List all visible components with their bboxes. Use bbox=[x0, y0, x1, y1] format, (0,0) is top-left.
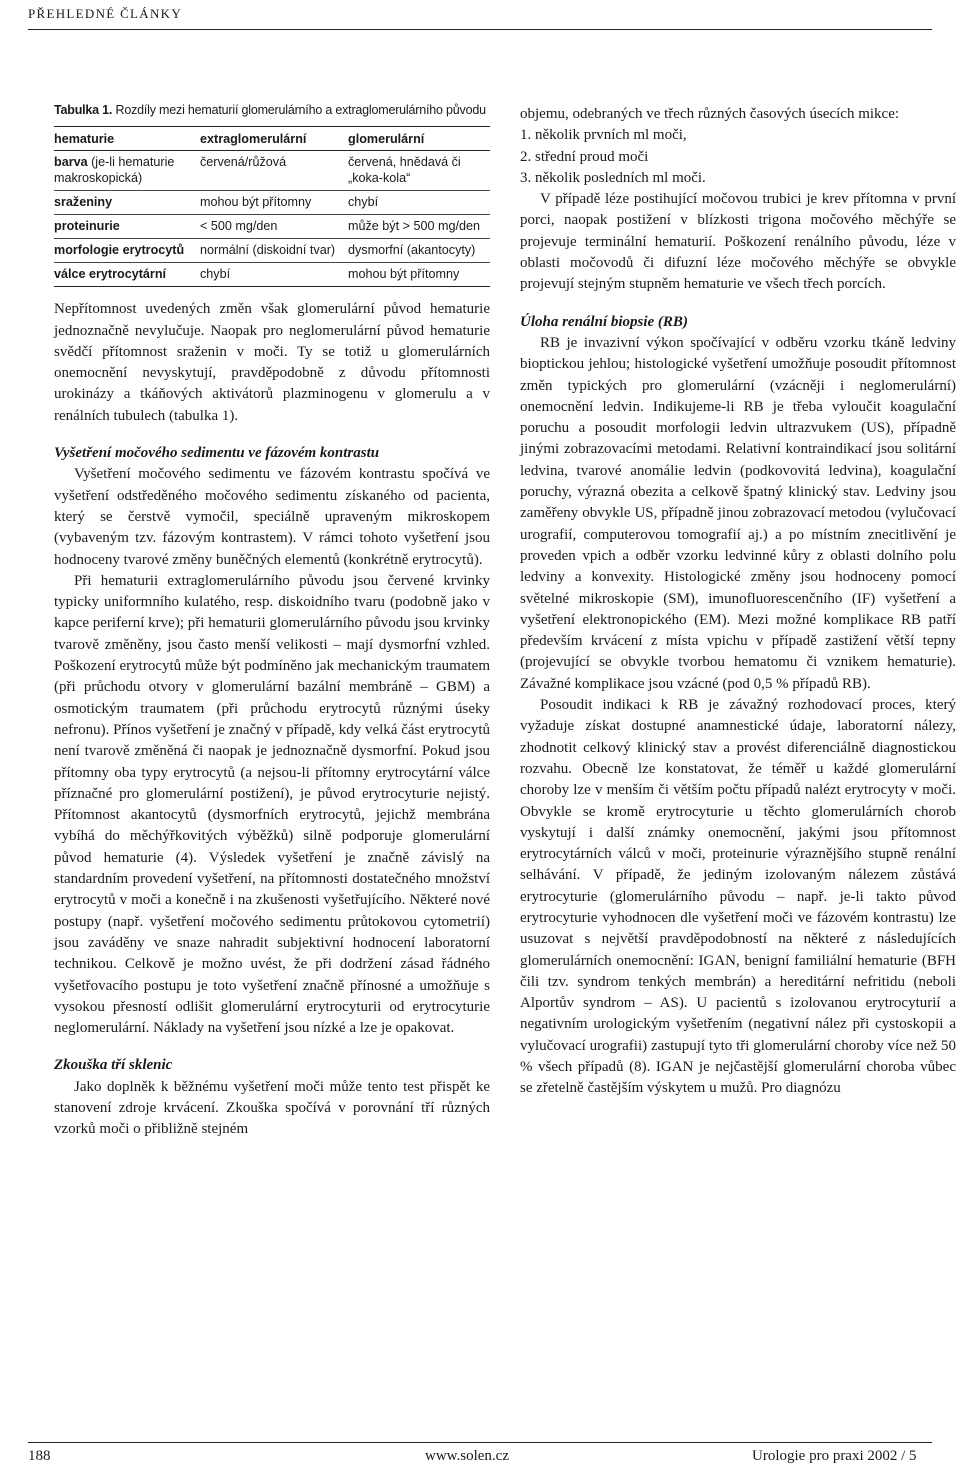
table-caption bbox=[54, 100, 490, 121]
list-item: 2. střední proud moči bbox=[520, 148, 649, 165]
row-label: válce erytrocytární bbox=[54, 263, 200, 287]
cell-glomerular: chybí bbox=[348, 191, 490, 215]
table-caption-text: Rozdíly mezi hematurií glomerulárního a extraglomerulárního původu bbox=[115, 103, 486, 117]
cell-glomerular: červená, hnědavá či „koka-kola“ bbox=[348, 151, 490, 191]
list-item: 3. několik posledních ml moči. bbox=[520, 169, 706, 186]
cell-glomerular: dysmorfní (akantocyty) bbox=[348, 239, 490, 263]
col-header-extraglomerular: extraglomerulární bbox=[200, 127, 348, 151]
row-label bbox=[54, 151, 200, 191]
right-column bbox=[520, 104, 956, 1100]
cell-glomerular: mohou být přítomny bbox=[348, 263, 490, 287]
row-label: sraženiny bbox=[54, 191, 200, 215]
paragraph-sediment-2: Při hematurii extraglomerulárního původu jsou červené krvinky typicky uniformního kulatého, resp. diskoidního tvaru (podobně jako v kapce periferní krve); při hematurii glomerulárního původu jsou krvinky tvarově změněny, jsou často menší velikosti – mají dysmorfní vzhled. Poškození erytrocytů může být podmíněno jak mechanickým traumatem (při průchodu otvory v glomerulární bazální membráně – GBM) a osmotickým traumatem (při průchodu erytrocytů různými úseky nefronu). Přínos vyšetření je značný v případě, kdy velká část erytrocytů není tvarově změněná či naopak je jednoznačně dysmorfní. Pokud jsou přítomny oba typy erytrocytů (a nejsou-li přítomny erytrocytární válce příznačné pro glomerulární postižení), je původ erytrocyturie nejistý. Přítomnost akantocytů (dysmorfních erytrocytů, jejichž membrána vybíhá do měchýřkovitých výběžků) silně podporuje glomerulární původ hematurie (4). Výsledek vyšetření je značně závislý na standardním provedení vyšetření, na přítomnosti dostatečného množství erytrocytů v moči a konečně i na zkušenosti vyšetřujícího. Některé nové postupy (např. vyšetření močového sedimentu průtokovou cytometrií) jsou zaváděny ve snaze nahradit subjektivní hodnocení laboratorní technikou. Celkově je možno uvést, že při dodržení zásad řádného vyšetřovacího postupu je toto vyšetření značně přínosné a umožňuje s vysokou přesností odlišit glomerulární erytrocyturii od erytrocyturie neglomerulární. Náklady na vyšetření jsou nízké a lze je opakovat. bbox=[54, 572, 490, 1037]
paragraph-lesion: V případě léze postihující močovou trubici je krev přítomna v první porci, naopak postižení v blízkosti trigona močového měchýře se projevuje terminální hematurií. Poškození renálního původu, léze v oblasti močovodů či difuzní léze močového měchýře se obvykle projevují stejným stupněm hematurie ve všech třech porcích. bbox=[520, 191, 956, 293]
paragraph-sediment-1: Vyšetření močového sedimentu ve fázovém kontrastu spočívá ve vyšetření odstředěného močového sedimentu získaného od pacienta, který se čerstvě vymočil, speciálně upraveným mikroskopem (vybaveným tzv. fázovým kontrastem). V rámci tohoto vyšetření jsou hodnoceny tvarové změny buněčných elementů (konkrétně erytrocytů). bbox=[54, 466, 490, 568]
row-label: proteinurie bbox=[54, 215, 200, 239]
table-row bbox=[54, 151, 490, 191]
left-column bbox=[54, 100, 490, 1141]
comparison-table bbox=[54, 126, 490, 287]
cell-glomerular: může být > 500 mg/den bbox=[348, 215, 490, 239]
header-rule bbox=[28, 29, 932, 30]
heading-three-glasses: Zkouška tří sklenic bbox=[54, 1057, 173, 1074]
list-item: 1. několik prvních ml moči, bbox=[520, 127, 687, 144]
table-label: Tabulka 1. bbox=[54, 103, 113, 117]
paragraph-after-table: Nepřítomnost uvedených změn však glomerulární původ hematurie jednoznačně nevylučuje. Naopak pro neglomerulární původ hematurie svědčí přítomnost sraženin v moči. Ty se totiž u glomerulárních onemocnění nevyskytují, pravděpodobně z důvodu přítomnosti urokinázy a tkáňových aktivátorů plazminogenu v glomerulu a v renálních tubulech (tabulka 1). bbox=[54, 301, 490, 424]
cell-extraglomerular: normální (diskoidní tvar) bbox=[200, 239, 348, 263]
journal-name: Urologie pro praxi 2002 / 5 bbox=[752, 1448, 917, 1464]
table-row bbox=[54, 239, 490, 263]
table-row bbox=[54, 191, 490, 215]
paragraph-biopsy-1: RB je invazivní výkon spočívající v odběru vzorku tkáně ledviny bioptickou jehlou; histologické vyšetření umožňuje posoudit přítomnost změn typických pro glomerulární (vzácněji i neglomerulární) onemocnění ledvin. Indikujeme-li RB je třeba vyloučit koagulační poruchu a posoudit morfologii ledvin ultrazvukem (US), případně jinými zobrazovacími metodami. Relativní kontraindikací jsou solitární ledvina, tvarové anomálie ledvin (podkovovitá ledvina), koagulační poruchy, výrazná obezita a celkově špatný klinický stav. Ledviny jsou zaměřeny obvykle US, případně jinou zobrazovací metodou (vylučovací urografií, computerovou tomografií aj.) a po místním znecitlivění je proveden vpich a odběr vzorku ledvinné kůry z oblasti dolního polu ledviny a konvexity. Histologické změny jsou hodnoceny pomocí světelné mikroskopie (SM), imunofluorescenčního (IF) vyšetření a vyšetření elektronopického (EM). Mezi možné komplikace RB patří především krvácení z místa vpichu v případě zastižení větší tepny (projevující se obvykle tvorbou hematomu či vznikem hematurie). Závažné komplikace jsou vzácné (pod 0,5 % případů RB). bbox=[520, 334, 956, 692]
table-row bbox=[54, 263, 490, 287]
paragraph-biopsy-2: Posoudit indikaci k RB je závažný rozhodovací proces, který vyžaduje získat dostupné anamnestické údaje, laboratorní nálezy, zhodnotit celkový klinický stav a provést diferenciálně diagnostickou rozvahu. Obecně lze konstatovat, že téměř u každé glomerulární choroby lze v menším či větším počtu případů nalézt erytrocyty v moči. Obvykle se kromě erytrocyturie u těchto glomerulárních chorob vyskytují i další známky onemocnění, jakými jsou přítomnost erytrocytárních válců v moči, proteinurie výraznějšího stupně renální selhávání. V případě, že jediným izolovaným nálezem zůstává erytrocyturie (glomerulárního původu – např. je-li takto původ erytrocyturie vyhodnocen dle vyšetření moči ve fázovém kontrastu) lze usuzovat s největší pravděpodobností na některé z následujících glomerulárních onemocnění: IGAN, benigní familiální hematurie (BFH čili tzv. syndrom tenkých membrán) a hereditární nefritidu (neboli Alportův syndrom – AS). U pacientů s izolovanou erytrocyturií a negativním urologickým vyšetřením (negativní nález při cystoskopii a vylučovací urografii) zastupují tyto tři glomerulární choroby více než 50 % všech případů (8). IGAN je nejčastější glomerulární choroba vůbec se zřetelně častějším výskytem u mužů. Pro diagnózu bbox=[520, 697, 956, 1097]
row-label-bold: barva bbox=[54, 155, 88, 170]
row-label: morfologie erytrocytů bbox=[54, 239, 200, 263]
cell-extraglomerular: červená/růžová bbox=[200, 151, 348, 191]
col-header-hematurie: hematurie bbox=[54, 127, 200, 151]
paragraph-three-glasses: Jako doplněk k běžnému vyšetření moči může tento test přispět ke stanovení zdroje krvácení. Zkouška spočívá v porovnání tří různých vzorků moči o přibližně stejném bbox=[54, 1078, 490, 1138]
cell-extraglomerular: mohou být přítomny bbox=[200, 191, 348, 215]
table-header-row bbox=[54, 127, 490, 151]
row-label-rest: (je-li hematurie makroskopická) bbox=[54, 155, 175, 186]
heading-sediment: Vyšetření močového sedimentu ve fázovém kontrastu bbox=[54, 445, 380, 462]
col-header-glomerular: glomerulární bbox=[348, 127, 490, 151]
section-header: PŘEHLEDNÉ ČLÁNKY bbox=[28, 6, 183, 21]
cell-extraglomerular: chybí bbox=[200, 263, 348, 287]
website-link[interactable]: www.solen.cz bbox=[425, 1448, 510, 1464]
cell-extraglomerular: < 500 mg/den bbox=[200, 215, 348, 239]
table-row bbox=[54, 215, 490, 239]
heading-biopsy: Úloha renální biopsie (RB) bbox=[520, 313, 688, 330]
footer-rule bbox=[28, 1442, 932, 1443]
paragraph-continuation: objemu, odebraných ve třech různých časových úsecích mikce: bbox=[520, 106, 900, 122]
page-number: 188 bbox=[28, 1448, 51, 1464]
